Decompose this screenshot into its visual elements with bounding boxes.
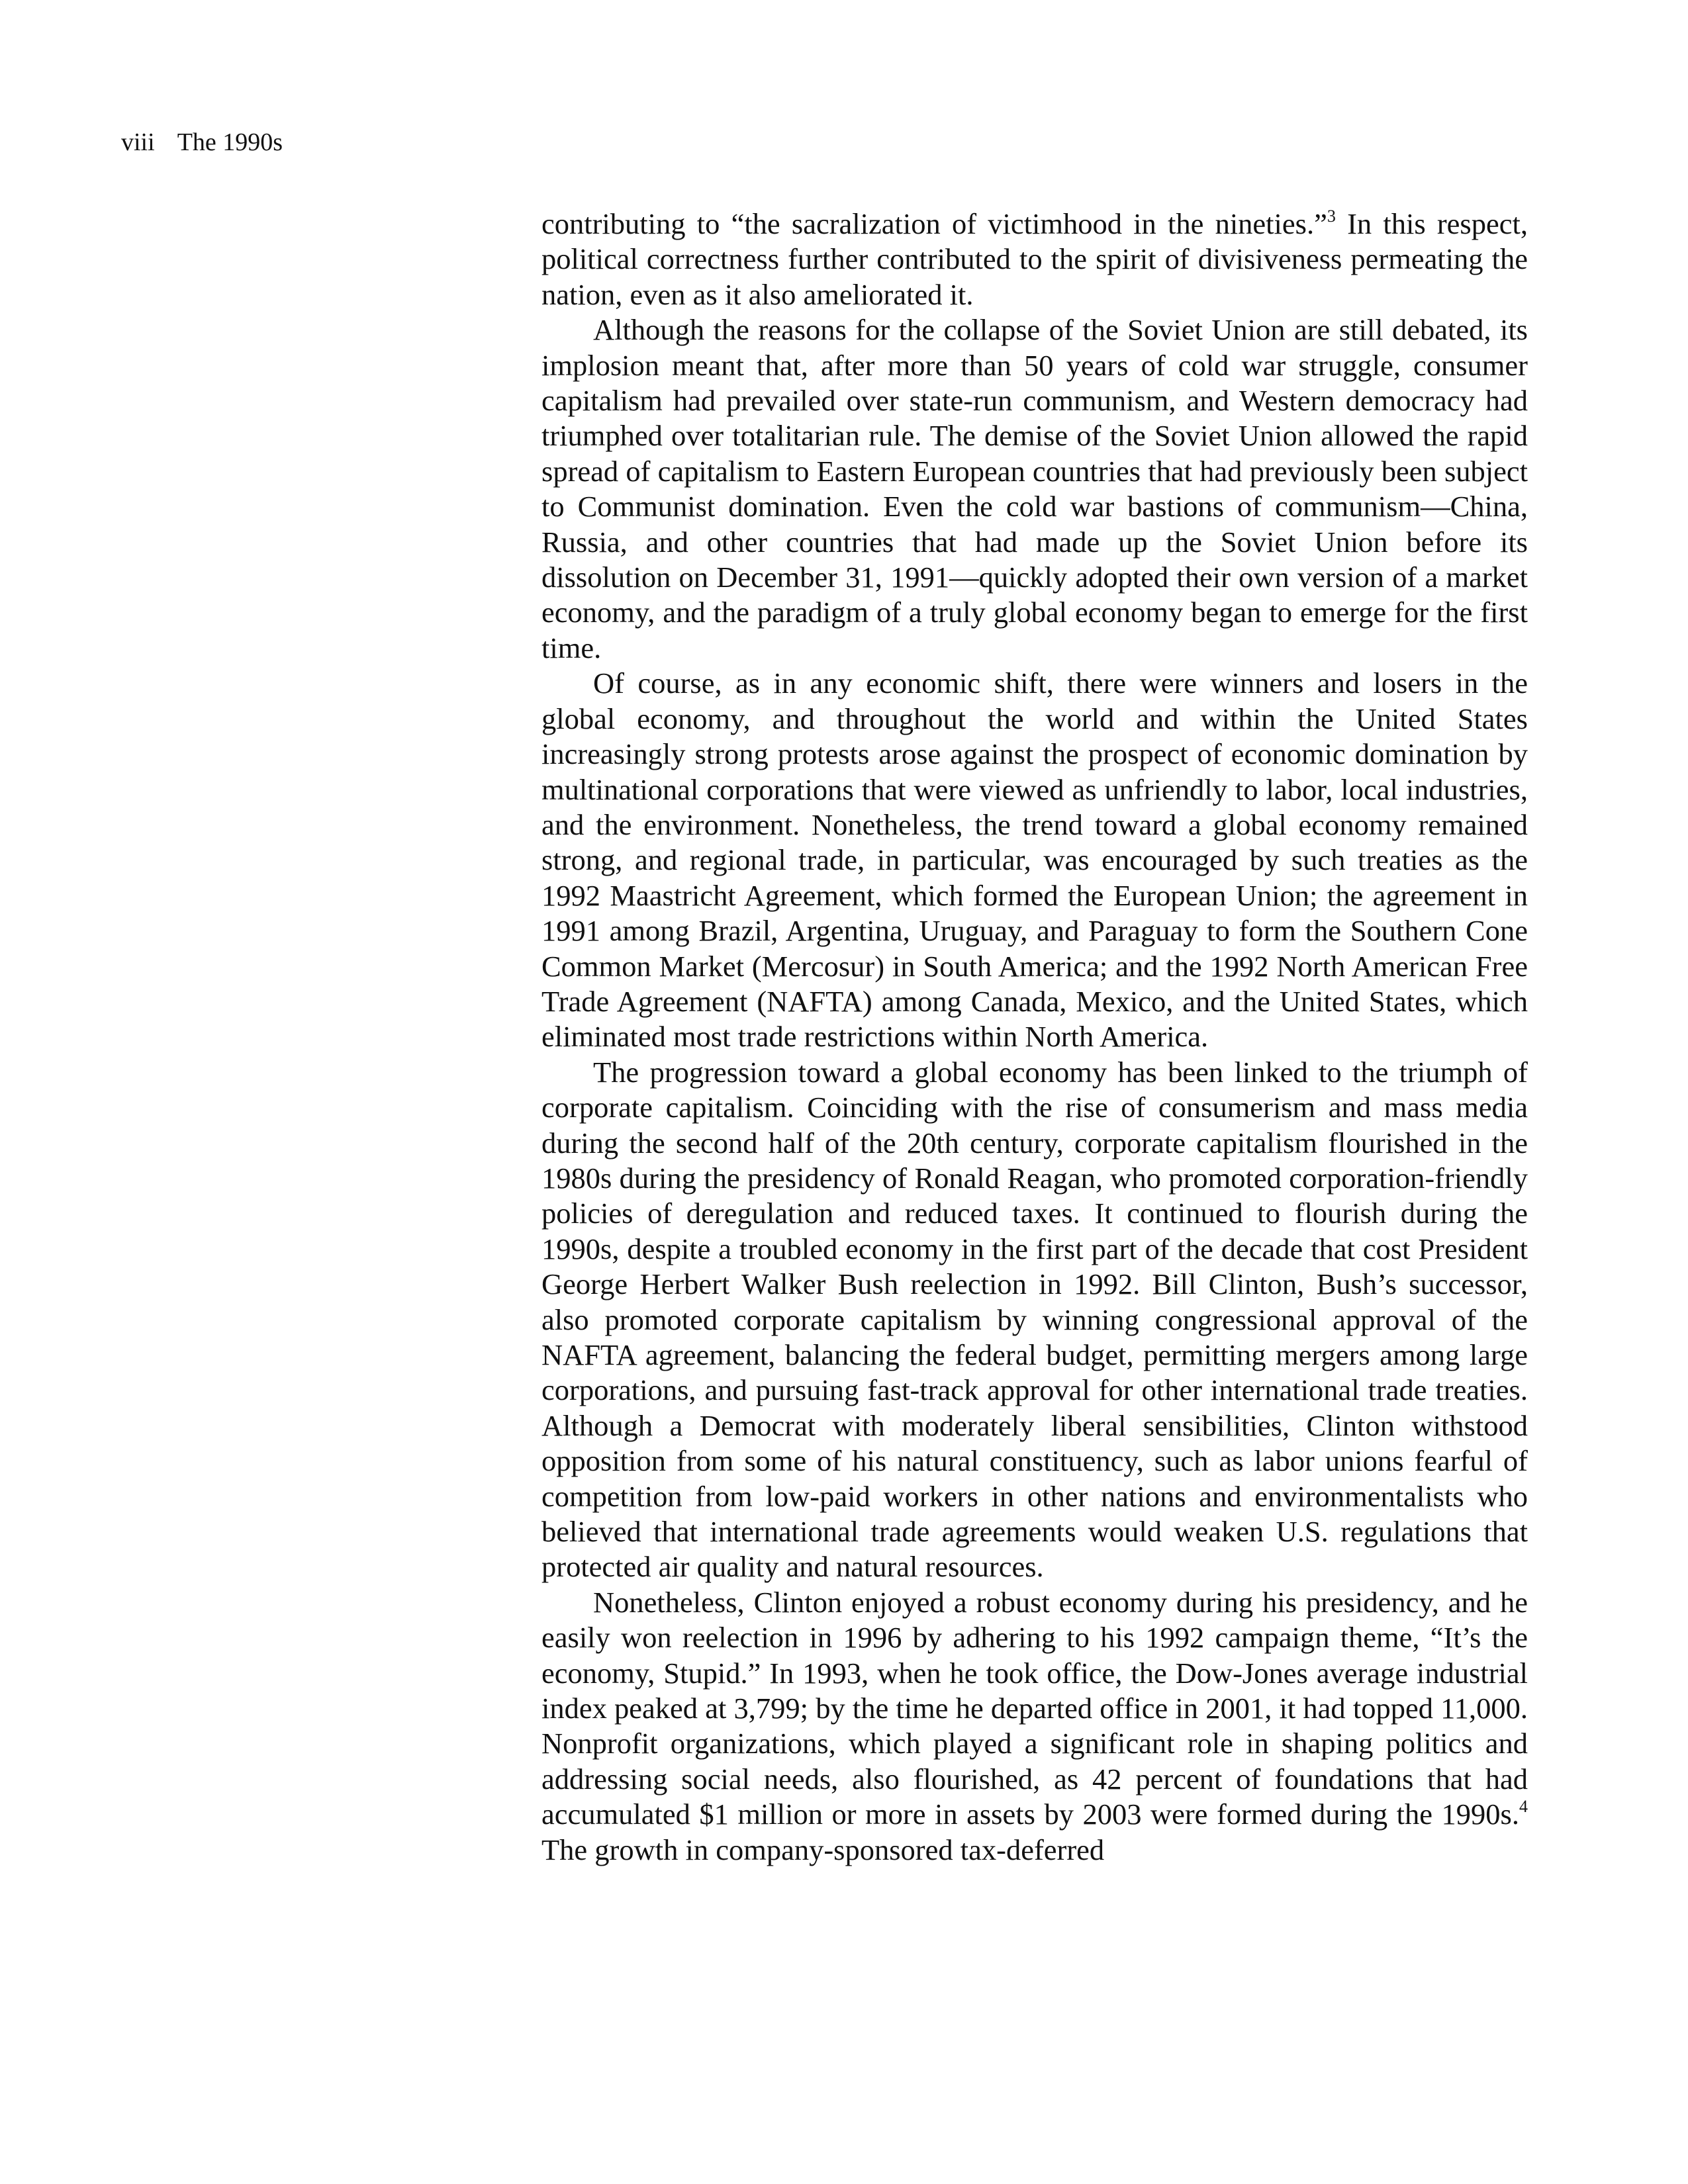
paragraph-5-part-1: Nonetheless, Clinton enjoyed a robust economy during his presidency, and he easily won reelection in 1996 by adhering to his 1992 campaign theme, “It’s the economy, Stupid.” In 1993, when he took office, the Dow-Jones average industrial index peaked at 3,799; by the time he departed office in 2001, it had topped 11,000. Nonprofit organizations, which played a significant role in shaping politics and addressing social needs, also flourished, as 42 percent of foundations that had accumulated $1 million or more in assets by 2003 were formed during the 1990s. [541, 1585, 1528, 1831]
paragraph-4: The progression toward a global economy has been linked to the triumph of corporate capitalism. Coinciding with the rise of consumerism and mass media during the second half of the 20th century, corporate capitalism flourished in the 1980s during the presidency of Ronald Reagan, who promoted corporation-friendly policies of deregulation and reduced taxes. It continued to flourish during the 1990s, despite a troubled economy in the first part of the decade that cost President George Herbert Walker Bush reelection in 1992. Bill Clinton, Bush’s successor, also promoted corporate capitalism by winning congressional approval of the NAFTA agreement, balancing the federal budget, permitting mergers among large corporations, and pursuing fast-track approval for other international trade treaties. Although a Democrat with moderately liberal sensibilities, Clinton withstood opposition from some of his natural constituency, such as labor unions fearful of competition from low-paid workers in other nations and environmentalists who believed that international trade agreements would weaken U.S. regulations that protected air quality and natural resources. [541, 1055, 1528, 1584]
body-text [541, 206, 1528, 1868]
paragraph-5 [541, 1585, 1528, 1868]
footnote-ref-3: 3 [1327, 206, 1336, 226]
paragraph-1-part-2: In this respect, political correctness further contributed to the spirit of divisiveness permeating the nation, even as it also ameliorated it. [541, 207, 1528, 311]
paragraph-1 [541, 206, 1528, 312]
running-title: The 1990s [177, 128, 283, 156]
paragraph-2: Although the reasons for the collapse of the Soviet Union are still debated, its implosion meant that, after more than 50 years of cold war struggle, consumer capitalism had prevailed over state-run communism, and Western democracy had triumphed over totalitarian rule. The demise of the Soviet Union allowed the rapid spread of capitalism to Eastern European countries that had previously been subject to Communist domination. Even the cold war bastions of communism—China, Russia, and other countries that had made up the Soviet Union before its dissolution on December 31, 1991—quickly adopted their own version of a market economy, and the paradigm of a truly global economy began to emerge for the first time. [541, 313, 1528, 664]
running-head [121, 126, 283, 159]
paragraph-3: Of course, as in any economic shift, there were winners and losers in the global economy, and throughout the world and within the United States increasingly strong protests arose against the prospect of economic domination by multinational corporations that were viewed as unfriendly to labor, local industries, and the environment. Nonetheless, the trend toward a global economy remained strong, and regional trade, in particular, was encouraged by such treaties as the 1992 Maastricht Agreement, which formed the European Union; the agreement in 1991 among Brazil, Argentina, Uruguay, and Paraguay to form the Southern Cone Common Market (Mercosur) in South America; and the 1992 North American Free Trade Agreement (NAFTA) among Canada, Mexico, and the United States, which eliminated most trade restrictions within North America. [541, 666, 1528, 1054]
paragraph-5-part-2: The growth in company-sponsored tax-deferred [541, 1833, 1105, 1866]
footnote-ref-4: 4 [1519, 1797, 1528, 1817]
paragraph-1-part-1: contributing to “the sacralization of victimhood in the nineties.” [541, 207, 1327, 240]
page-number: viii [121, 128, 155, 156]
